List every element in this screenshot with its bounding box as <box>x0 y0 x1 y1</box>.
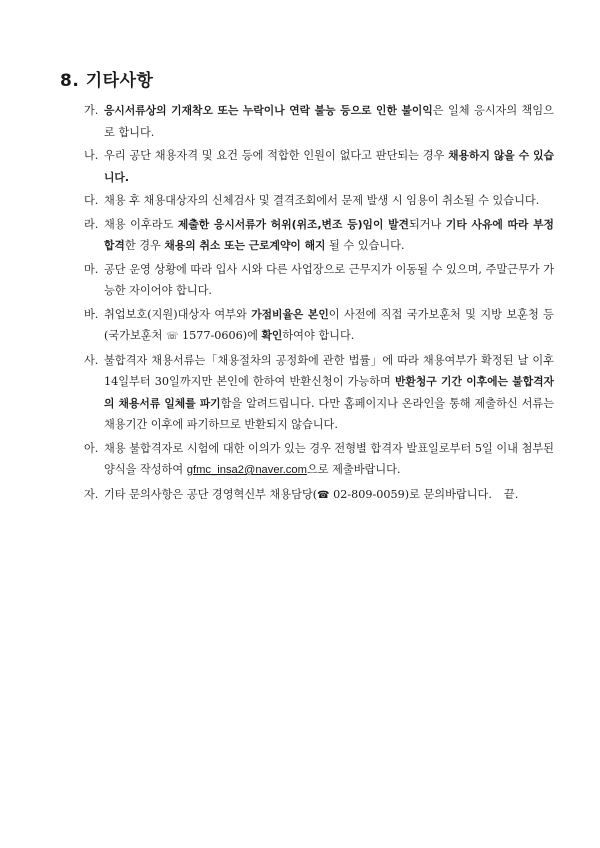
notice-item <box>84 350 554 436</box>
body-text: 기타 문의사항은 공단 경영혁신부 채용담당( <box>104 487 318 501</box>
body-text: 하여야 합니다. <box>282 329 355 342</box>
emphasis-text: 반환청구 기간 이후에는 불합격자의 채용서류 일체를 파기 <box>104 375 554 410</box>
email-address: gfmc_insa2@naver.com <box>186 464 307 476</box>
item-marker: 나. <box>84 149 99 162</box>
item-text <box>104 190 554 212</box>
body-text: 함을 알려드립니다. 다만 홈페이지나 온라인을 통해 제출하신 서류는 채용기간 이후에 파기하므로 반환되지 않습니다. <box>104 396 554 431</box>
item-text <box>104 350 554 436</box>
notice-item <box>84 259 554 302</box>
section-heading <box>60 66 153 91</box>
notice-list <box>84 100 554 508</box>
item-text <box>104 100 554 143</box>
body-text: 되거나 <box>408 217 446 231</box>
body-text: 채용 이후라도 <box>104 217 178 231</box>
body-text: 은 일체 응시자의 책임으로 합니다. <box>104 104 554 139</box>
item-marker: 사. <box>84 353 99 367</box>
item-marker: 자. <box>84 487 99 501</box>
item-text <box>104 484 554 507</box>
emphasis-text: 제출한 응시서류가 허위(위조,변조 등)임이 발견 <box>177 217 409 231</box>
item-marker: 가. <box>84 104 99 117</box>
item-text <box>104 438 554 482</box>
item-text <box>104 304 554 348</box>
emphasis-text: 채용의 취소 또는 근로계약이 해지 <box>164 239 326 252</box>
phone-icon: ☎ <box>317 489 330 501</box>
body-text: 02-809-0059)로 문의바랍니다. <box>329 487 492 501</box>
notice-item <box>84 304 554 348</box>
body-text: 우리 공단 채용자격 및 요건 등에 적합한 인원이 없다고 판단되는 경우 <box>104 149 449 162</box>
item-text <box>104 259 554 302</box>
body-text: 한 경우 <box>124 239 165 252</box>
item-marker: 아. <box>84 441 99 455</box>
end-mark: 끝. <box>503 487 519 501</box>
emphasis-text: 채용하지 않을 수 있습니다. <box>104 149 554 184</box>
item-text <box>104 145 554 188</box>
emphasis-text: 가점비율은 본인 <box>251 307 329 321</box>
body-text: 으로 제출바랍니다. <box>306 463 401 476</box>
section-number: 8. <box>60 71 80 91</box>
emphasis-text: 확인 <box>261 329 283 342</box>
body-text: 이 사전에 직접 국가보훈처 및 지방 보훈청 등(국가보훈처 <box>104 307 554 342</box>
body-text: 1577-0606)에 <box>178 329 262 342</box>
notice-item <box>84 190 554 212</box>
section-title: 기타사항 <box>85 71 154 91</box>
notice-item <box>84 484 554 507</box>
item-marker: 다. <box>84 194 99 207</box>
body-text: 될 수 있습니다. <box>325 239 405 252</box>
item-marker: 바. <box>84 307 99 321</box>
notice-item <box>84 100 554 143</box>
emphasis-text: 기타 사유에 따라 부정 합격 <box>104 217 554 252</box>
phone-icon: ☏ <box>165 331 179 342</box>
emphasis-text: 응시서류상의 기재착오 또는 누락이나 연락 불능 등으로 인한 불이익 <box>104 104 433 117</box>
body-text: 채용 후 채용대상자의 신체검사 및 결격조회에서 문제 발생 시 임용이 취소될 수 있습니다. <box>104 194 540 207</box>
notice-item <box>84 214 554 257</box>
item-text <box>104 214 554 257</box>
body-text: 취업보호(지원)대상자 여부와 <box>104 307 252 321</box>
body-text: 불합격자 채용서류는「채용절차의 공정화에 관한 법률」에 따라 채용여부가 확정된 날 이후 14일부터 30일까지만 본인에 한하여 반환신청이 가능하며 <box>104 353 554 388</box>
item-marker: 라. <box>84 217 99 231</box>
item-marker: 마. <box>84 262 99 276</box>
body-text: 공단 운영 상황에 따라 입사 시와 다른 사업장으로 근무지가 이동될 수 있으며, 주말근무가 가능한 자이어야 합니다. <box>104 262 554 297</box>
body-text: 채용 불합격자로 시험에 대한 이의가 있는 경우 전형별 합격자 발표일로부터 5일 이내 첨부된 양식을 작성하여 <box>104 441 554 476</box>
notice-item <box>84 438 554 482</box>
notice-item <box>84 145 554 188</box>
